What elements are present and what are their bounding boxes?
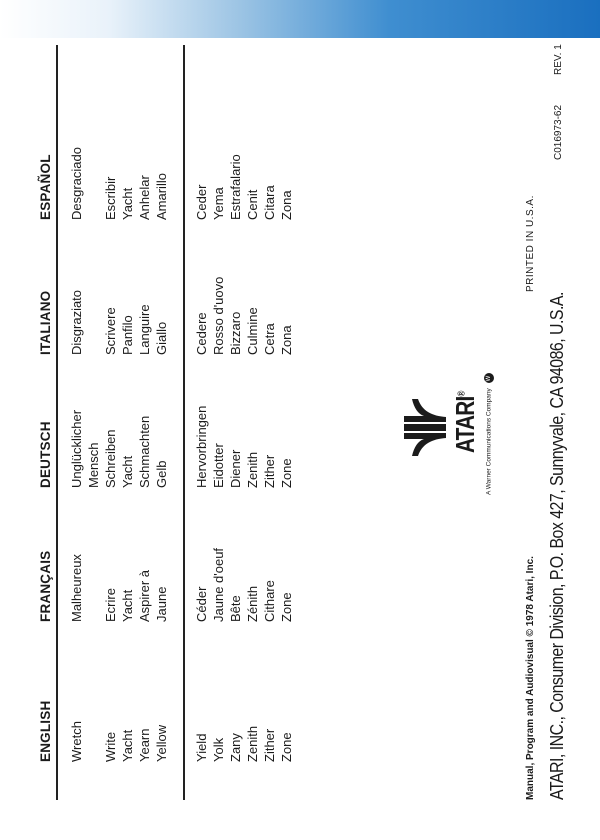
- atari-logo: [400, 345, 520, 505]
- translation-cell: Zona: [279, 190, 294, 220]
- translation-cell: Escribir: [103, 176, 118, 220]
- translation-cell: Zone: [279, 458, 294, 488]
- translation-cell: Yema: [211, 187, 226, 220]
- translation-cell: Anhelar: [137, 175, 152, 220]
- copyright-line: Manual, Program and Audiovisual © 1978 Atari, Inc.: [525, 556, 536, 800]
- group1-deutsch-column: [68, 378, 170, 488]
- translation-cell: Panfilo: [120, 315, 135, 355]
- translation-cell: Cetra: [262, 323, 277, 355]
- term-cell: Yearn: [137, 728, 152, 762]
- atari-wordmark: ATARI®: [450, 391, 480, 453]
- part-number: C016973-62: [553, 104, 564, 160]
- translation-cell: Zone: [279, 592, 294, 622]
- translation-cell: Ecrire: [103, 588, 118, 622]
- translation-cell: Desgraciado: [69, 147, 84, 220]
- translation-cell: Unglücklicher Mensch: [69, 409, 101, 488]
- group2-italiano-column: [193, 277, 295, 355]
- group1-english-column: [68, 652, 170, 762]
- group1-italiano-column: [68, 245, 170, 355]
- translation-cell: Giallo: [154, 321, 169, 355]
- address-line: ATARI, INC., Consumer Division, P.O. Box 427, Sunnyvale, CA 94086, U.S.A.: [546, 292, 567, 800]
- translation-cell: Eidotter: [211, 443, 226, 488]
- term-cell: Zone: [279, 732, 294, 762]
- header-espanol: ESPAÑOL: [38, 154, 53, 220]
- translation-cell: Schreiben: [103, 429, 118, 488]
- translation-cell: Bizzaro: [228, 311, 243, 355]
- group1-espanol-column: [68, 110, 170, 220]
- translation-cell: Cenit: [245, 189, 260, 220]
- translation-cell: Disgraziato: [69, 289, 84, 355]
- translation-cell: Estrafalario: [228, 154, 243, 220]
- translation-cell: Rosso d'uovo: [211, 276, 226, 355]
- term-cell: Yacht: [120, 729, 135, 762]
- header-english: ENGLISH: [38, 700, 53, 762]
- translation-cell: Yacht: [120, 589, 135, 622]
- header-rule: [56, 45, 58, 800]
- translation-cell: Gelb: [154, 460, 169, 488]
- header-deutsch: DEUTSCH: [38, 421, 53, 488]
- group2-espanol-column: [193, 154, 295, 220]
- printed-in-usa: PRINTED IN U.S.A.: [525, 195, 536, 292]
- term-cell: Zenith: [245, 725, 260, 762]
- translation-cell: Yacht: [120, 187, 135, 220]
- group2-deutsch-column: [193, 406, 295, 488]
- translation-cell: Schmachten: [137, 415, 152, 488]
- translation-cell: Yacht: [120, 455, 135, 488]
- translation-cell: Culmine: [245, 307, 260, 355]
- translation-cell: Jaune d'oeuf: [211, 547, 226, 622]
- translation-cell: Bête: [228, 595, 243, 622]
- term-cell: Wretch: [69, 721, 84, 762]
- translation-cell: Zither: [262, 454, 277, 488]
- warner-tagline: A Warner Communications Company W: [484, 373, 494, 495]
- term-cell: Yield: [194, 733, 209, 762]
- group1-francais-column: [68, 512, 170, 622]
- term-cell: Zither: [262, 728, 277, 762]
- translation-cell: Aspirer à: [137, 569, 152, 622]
- term-cell: Zany: [228, 733, 243, 762]
- term-cell: Yolk: [211, 737, 226, 762]
- translation-cell: Malheureux: [69, 554, 84, 622]
- translation-cell: Céder: [194, 586, 209, 622]
- translation-cell: Cithare: [262, 580, 277, 622]
- translation-cell: Cedere: [194, 312, 209, 355]
- revision-label: REV. 1: [553, 44, 564, 75]
- group-separator-rule: [183, 45, 185, 800]
- translation-cell: Zénith: [245, 585, 260, 622]
- translation-cell: Hervorbringen: [194, 405, 209, 488]
- term-cell: Yellow: [154, 724, 169, 762]
- translation-cell: Zona: [279, 325, 294, 355]
- translation-cell: Scrivere: [103, 307, 118, 355]
- translation-cell: Diener: [228, 449, 243, 488]
- group2-francais-column: [193, 548, 295, 622]
- header-italiano: ITALIANO: [38, 290, 53, 355]
- translation-cell: Zenith: [245, 451, 260, 488]
- header-francais: FRANÇAIS: [38, 550, 53, 622]
- translation-cell: Ceder: [194, 184, 209, 220]
- warner-badge-icon: W: [484, 373, 494, 383]
- group2-english-column: [193, 726, 295, 762]
- translation-cell: Amarillo: [154, 173, 169, 220]
- term-cell: Write: [103, 731, 118, 762]
- translation-cell: Jaune: [154, 586, 169, 622]
- translation-cell: Languire: [137, 304, 152, 355]
- translation-cell: Citara: [262, 185, 277, 220]
